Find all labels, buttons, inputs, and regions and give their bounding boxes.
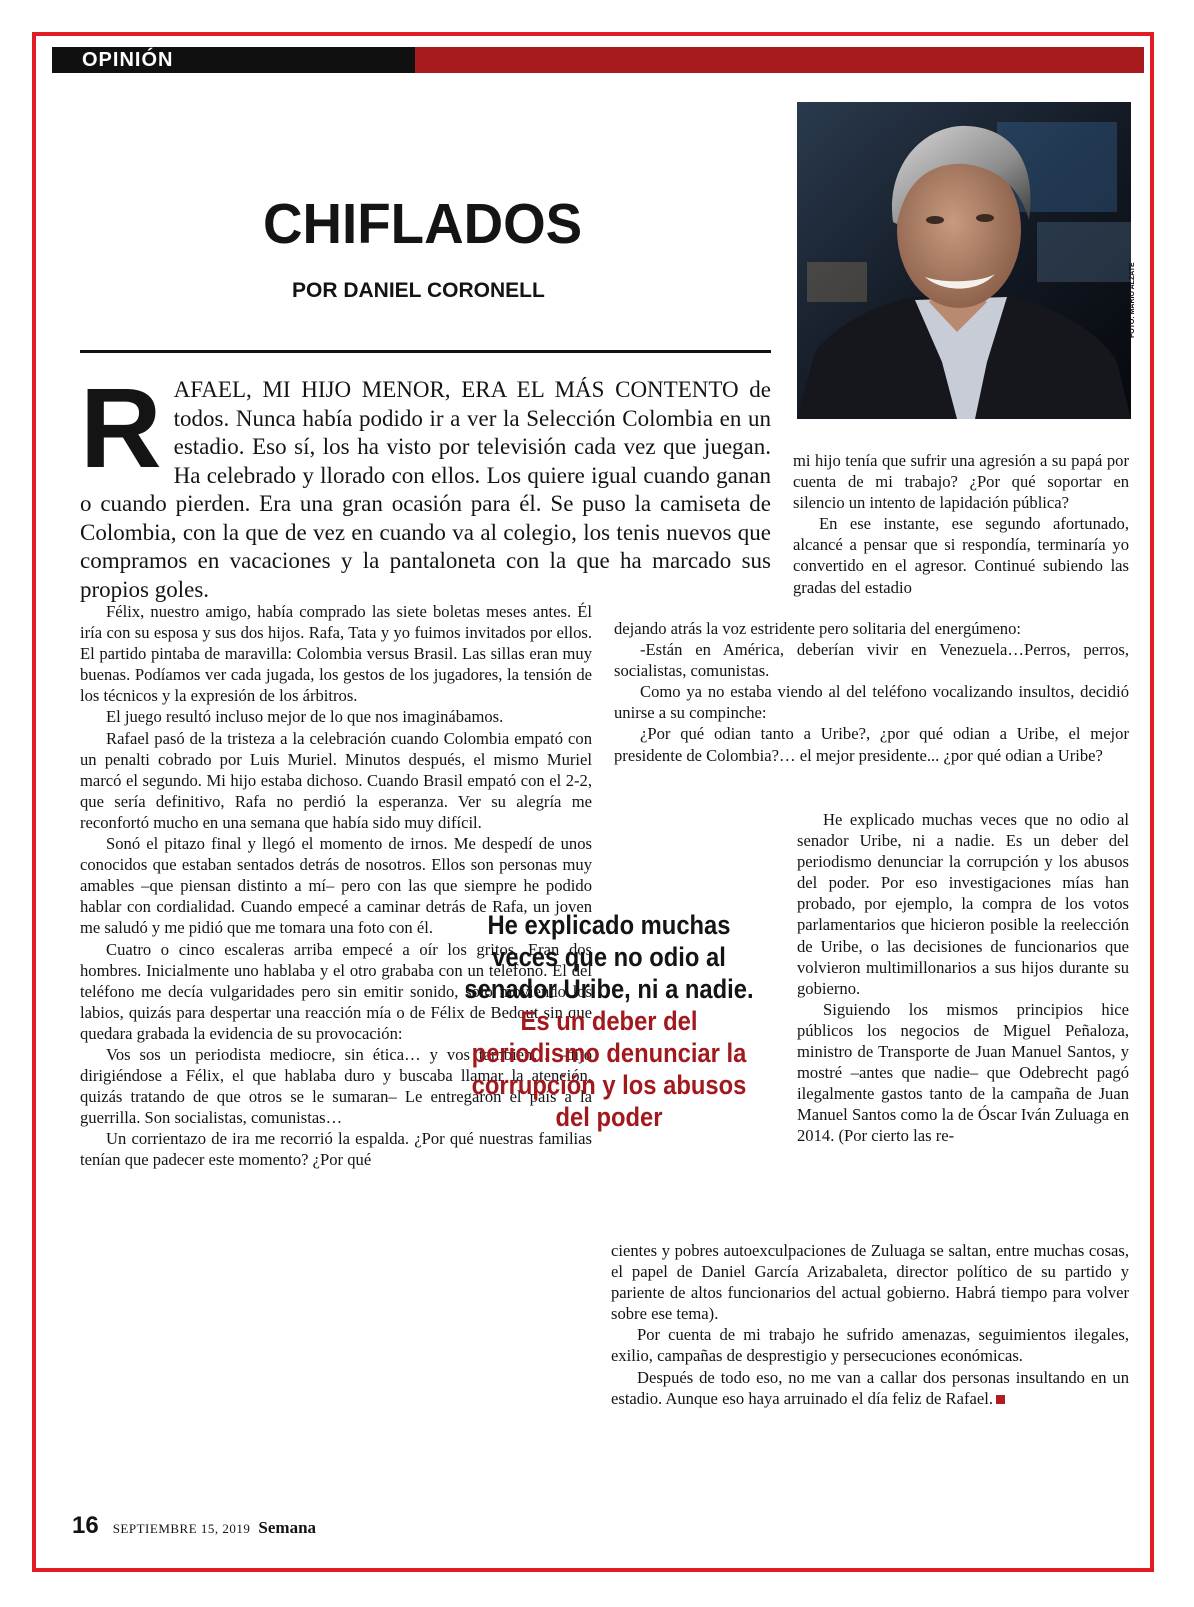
paragraph: Un corrientazo de ira me recorrió la espalda. ¿Por qué nuestras familias tenían que padecer este momento? ¿Por qué	[80, 1129, 592, 1170]
column-bottom	[611, 1240, 1129, 1409]
magazine-name: Semana	[258, 1518, 317, 1537]
paragraph: Por cuenta de mi trabajo he sufrido amenazas, seguimientos ilegales, exilio, campañas de desprestigio y persecuciones económicas.	[611, 1325, 1129, 1366]
lead-paragraph	[80, 365, 771, 604]
author-portrait-image	[797, 102, 1131, 419]
article-title: CHIFLADOS	[263, 192, 583, 256]
paragraph: En ese instante, ese segundo afortunado, alcancé a pensar que si respondía, terminaría yo convertido en el agresor. Continué subiendo las gradas del estadio	[793, 514, 1129, 597]
column-right-middle	[797, 809, 1129, 1147]
paragraph: Félix, nuestro amigo, había comprado las siete boletas meses antes. Él iría con su esposa y sus dos hijos. Rafa, Tata y yo fuimos invitados por ellos. El partido pintaba de maravilla: Colombia versus Brasil. Las sillas eran muy buenas. Podíamos ver cada jugada, los gestos de los jugadores, la tensión de los técnicos y la expresión de los árbitros.	[80, 602, 592, 706]
final-text: Después de todo eso, no me van a callar dos personas insultando en un estadio. Aunque eso haya arruinado el día feliz de Rafael.	[611, 1367, 1129, 1408]
paragraph: Sonó el pitazo final y llegó el momento de irnos. Me despedí de unos conocidos que estaban sentados detrás de nosotros. Ellos son personas muy amables –que piensan distinto a mí– pero con las que siempre he podido hablar con cordialidad. Cuando empecé a caminar detrás de Rafa, un joven me saludó y me pidió que me tomara una foto con él.	[80, 834, 592, 938]
column-right-top	[793, 450, 1129, 598]
paragraph: mi hijo tenía que sufrir una agresión a su papá por cuenta de mi trabajo? ¿Por qué soportar en silencio un intento de lapidación pública?	[793, 451, 1129, 513]
paragraph: Como ya no estaba viendo al del teléfono vocalizando insultos, decidió unirse a su compinche:	[614, 682, 1129, 723]
photo-credit: FOTO: MARIO ALZATE	[1129, 262, 1136, 338]
article-byline: POR DANIEL CORONELL	[292, 279, 545, 302]
paragraph: cientes y pobres autoexculpaciones de Zuluaga se saltan, entre muchas cosas, el papel de Daniel García Arizabaleta, director político de su partido y pariente de altos funcionarios del actual gobierno. Habrá tiempo para volver sobre ese tema).	[611, 1241, 1129, 1324]
paragraph-final	[611, 1367, 1129, 1409]
paragraph: dejando atrás la voz estridente pero solitaria del energúmeno:	[614, 619, 1022, 638]
paragraph: Rafael pasó de la tristeza a la celebración cuando Colombia empató con un penalti cobrado por Luis Muriel. Minutos después, el mismo Muriel marcó el segundo. Mi hijo estaba dichoso. Cuando Brasil empató con el 2-2, que sería definitivo, Rafa no perdió la esperanza. Ver su alegría me reconfortó mucho en una semana que había sido muy difícil.	[80, 728, 592, 832]
paragraph: -Están en América, deberían vivir en Venezuela…Perros, perros, socialistas, comunistas.	[614, 640, 1129, 681]
author-photo	[797, 102, 1131, 419]
section-bar-red	[415, 47, 1144, 73]
drop-cap: R	[80, 365, 162, 491]
page-number: 16	[72, 1512, 99, 1539]
paragraph: He explicado muchas veces que no odio al senador Uribe, ni a nadie. Es un deber del periodismo denunciar la corrupción y los abusos del poder. Por eso investigaciones mías han probado, por ejemplo, la compra de los votos parlamentarios que hicieron posible la reelección de Uribe, o las decisiones de funcionarios que volvieron multimillonarios a sus hijos durante su gobierno.	[797, 810, 1129, 998]
column-center	[614, 618, 1129, 766]
pull-quote-black: He explicado muchas veces que no odio al senador Uribe, ni a nadie.	[464, 910, 754, 1004]
issue-date: SEPTIEMBRE 15, 2019	[112, 1521, 251, 1536]
paragraph: ¿Por qué odian tanto a Uribe?, ¿por qué odian a Uribe, el mejor presidente de Colombia?… el mejor presidente... ¿por qué odian a Uribe?	[614, 724, 1129, 765]
paragraph: El juego resultó incluso mejor de lo que nos imaginábamos.	[106, 707, 504, 727]
paragraph: Siguiendo los mismos principios hice públicos los negocios de Miguel Peñaloza, ministro de Transporte de Juan Manuel Santos, y mostré –antes que nadie– que Odebrecht pagó ilegalmente gastos tanto de la campaña de Juan Manuel Santos como la de Óscar Iván Zuluaga en 2014. (Por cierto las re-	[797, 999, 1129, 1146]
end-mark-icon	[996, 1395, 1005, 1404]
lead-text: AFAEL, MI HIJO MENOR, ERA EL MÁS CONTENTO de todos. Nunca había podido ir a ver la Selección Colombia en un estadio. Eso sí, los ha visto por televisión cada vez que juegan. Ha celebrado y llorado con ellos. Los quiere igual cuando ganan o cuando pierden. Era una gran ocasión para él. Se puso la camiseta de Colombia, con la que de vez en cuando va al colegio, los tenis nuevos que compramos en vacaciones y la pantaloneta con la que ha marcado sus propios goles.	[80, 377, 771, 602]
section-label: OPINIÓN	[82, 49, 174, 71]
section-bar	[52, 47, 1144, 73]
paragraph: Vos sos un periodista mediocre, sin ética… y vos también… –dijo dirigiéndose a Félix, el que hablaba duro y buscaba llamar la atención, quizás tratando de que otros se le sumaran– Le entregaron el país a la guerrilla. Son socialistas, comunistas…	[80, 1044, 592, 1128]
pull-quote-red: Es un deber del periodismo denunciar la corrupción y los abusos del poder	[471, 1006, 747, 1132]
title-rule	[80, 350, 771, 353]
pull-quote	[462, 909, 756, 1133]
paragraph: Cuatro o cinco escaleras arriba empecé a oír los gritos. Eran dos hombres. Inicialmente uno hablaba y el otro grababa con un teléfono. El del teléfono me decía vulgaridades pero sin emitir sonido, solo moviendo los labios, quizás para despertar una reacción mía o de Félix de Bedout sin que quedara grabada la evidencia de su provocación:	[80, 939, 592, 1043]
page-footer	[72, 1512, 316, 1540]
